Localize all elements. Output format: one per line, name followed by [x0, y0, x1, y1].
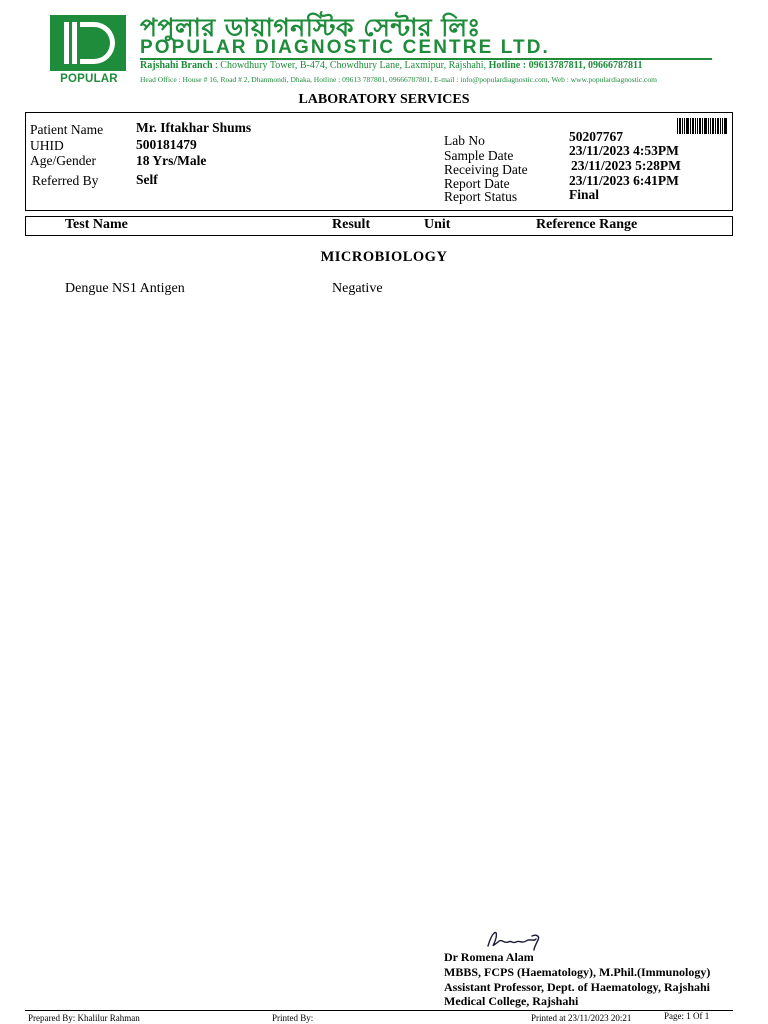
patient-name-label: Patient Name [30, 122, 104, 137]
sample-date-value: 23/11/2023 4:53PM [569, 143, 679, 158]
footer-divider [25, 1010, 733, 1011]
result-cell: Negative [332, 281, 383, 296]
uhid-label: UHID [30, 138, 64, 153]
col-result: Result [332, 217, 371, 232]
logo-wordmark: POPULAR [60, 73, 118, 85]
printed-at: Printed at 23/11/2023 20:21 [531, 1013, 632, 1023]
page-number: Page: 1 Of 1 [664, 1011, 710, 1021]
barcode-icon [677, 118, 727, 134]
doctor-qualification: MBBS, FCPS (Haematology), M.Phil.(Immunology) [444, 965, 711, 979]
report-status-value: Final [569, 187, 600, 202]
col-test-name: Test Name [65, 217, 128, 232]
department-heading: MICROBIOLOGY [320, 249, 448, 265]
lab-no-label: Lab No [444, 133, 485, 148]
bengali-title: পপুলার ডায়াগনস্টিক সেন্টার লিঃ [140, 13, 481, 42]
patient-name-value: Mr. Iftakhar Shums [136, 120, 252, 135]
prepared-by: Prepared By: Khalilur Rahman [28, 1013, 140, 1023]
age-gender-value: 18 Yrs/Male [136, 153, 207, 168]
head-office-line: Head Office : House # 16, Road # 2, Dhanmondi, Dhaka, Hotline : 09613 787801, 09666787801, E-mail : info@populardiagnostic.com, Web : www.populardiagnostic.com [140, 75, 657, 84]
section-title: LABORATORY SERVICES [298, 92, 470, 107]
receiving-date-label: Receiving Date [444, 162, 528, 177]
popular-logo [50, 15, 126, 71]
doctor-position-line2: Medical College, Rajshahi [444, 994, 579, 1008]
branch-hotline: Hotline : 09613787811, 09666787811 [488, 60, 643, 71]
english-title: POPULAR DIAGNOSTIC CENTRE LTD. [140, 37, 550, 58]
doctor-name: Dr Romena Alam [444, 950, 534, 964]
branch-label: Rajshahi Branch [140, 60, 213, 71]
logo-mark-icon [50, 15, 126, 71]
referred-by-label: Referred By [32, 173, 99, 188]
branch-address-text: : Chowdhury Tower, B-474, Chowdhury Lane, Laxmipur, Rajshahi, [212, 60, 489, 71]
receiving-date-value: 23/11/2023 5:28PM [571, 158, 681, 173]
referred-by-value: Self [136, 172, 158, 187]
age-gender-label: Age/Gender [30, 153, 96, 168]
test-name-cell: Dengue NS1 Antigen [65, 281, 185, 296]
col-unit: Unit [424, 217, 451, 232]
report-status-label: Report Status [444, 189, 518, 204]
signature-icon [484, 926, 550, 952]
doctor-position-line1: Assistant Professor, Dept. of Haematology, Rajshahi [444, 980, 710, 994]
report-date-value: 23/11/2023 6:41PM [569, 173, 679, 188]
lab-no-value: 50207767 [569, 129, 623, 144]
uhid-value: 500181479 [136, 137, 197, 152]
branch-address [140, 60, 642, 71]
printed-by: Printed By: [272, 1013, 314, 1023]
sample-date-label: Sample Date [444, 148, 514, 163]
col-reference-range: Reference Range [536, 217, 638, 232]
report-date-label: Report Date [444, 176, 510, 191]
